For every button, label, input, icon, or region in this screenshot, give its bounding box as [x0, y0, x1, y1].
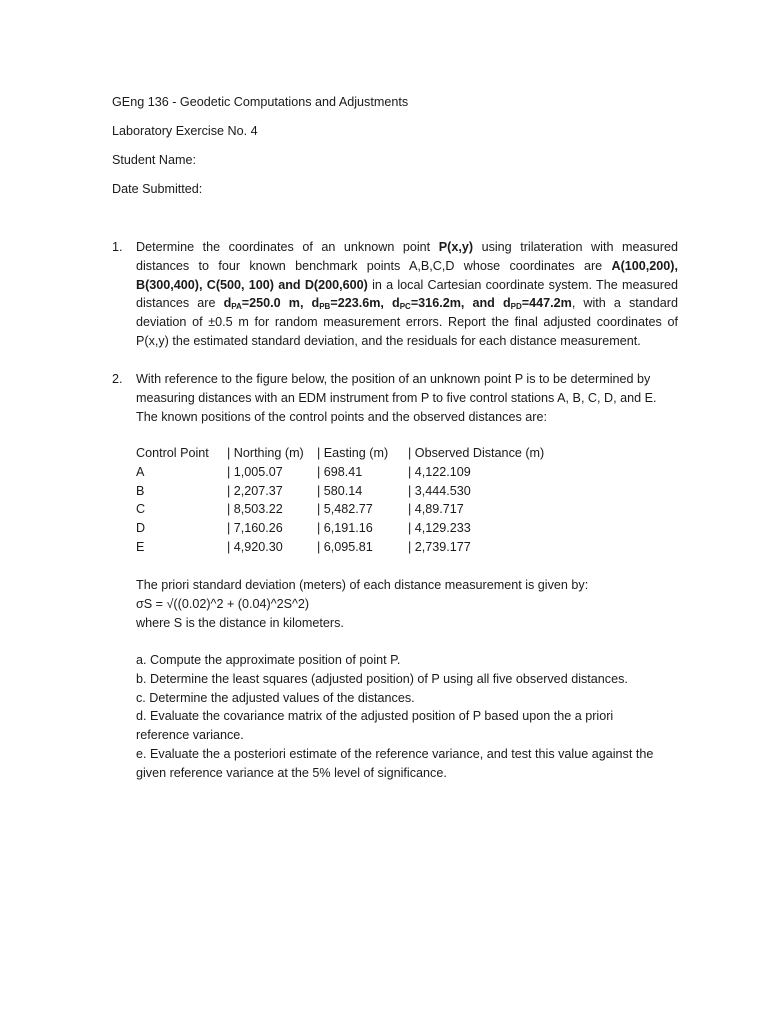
table-cell: | 698.41 [317, 464, 363, 479]
question-1 [112, 238, 678, 351]
table-cell: B [136, 483, 145, 498]
table-cell: D [136, 521, 146, 536]
table-header-cell: Control Point [136, 446, 209, 460]
table-row [136, 519, 656, 538]
question-1-text: Determine the coordinates of an unknown point P(x,y) using trilateration with measured distances to four known benchmark points A,B,C,D whose coordinates are A(100,200), B(300,400), C(500, 100) and D(200,600) in a local Cartesian coordinate system. The measured distances are $d_{PA}=250.0$ m, $d_{PB}=223.6m$, $d_{PC}=316.2m$, and $d_{PD}=447.2m$, with a standard deviation of ±0.5 m for random measurement errors. Report the final adjusted coordinates of P(x,y) the estimated standard deviation, and the residuals for each distance measurement. [136, 240, 678, 348]
question-1-number: 1. [112, 240, 123, 254]
table-cell: | 4,920.30 [227, 539, 283, 554]
table-header-row [136, 444, 656, 463]
table-cell: | 4,122.109 [408, 464, 471, 479]
table-header-cell: | Easting (m) [317, 446, 389, 460]
table-cell: | 3,444.530 [408, 483, 471, 498]
question-2-number: 2. [112, 372, 123, 386]
table-header-cell: | Northing (m) [227, 446, 304, 460]
question-2-intro: With reference to the figure below, the position of an unknown point P is to be determined by measuring distances with an EDM instrument from P to five control stations A, B, C, D, and E. The known positions of the control points and the observed distances are: [136, 372, 657, 424]
list-item: c. Determine the adjusted values of the distances. [136, 690, 415, 705]
table-cell: | 2,207.37 [227, 483, 283, 498]
control-points-table [136, 444, 656, 557]
priori-block [136, 576, 666, 632]
list-item: b. Determine the least squares (adjusted position) of P using all five observed distances. [136, 671, 628, 686]
list-item: a. Compute the approximate position of point P. [136, 653, 401, 667]
date-submitted-label: Date Submitted: [112, 182, 203, 196]
table-cell: | 6,095.81 [317, 539, 373, 554]
table-row [136, 538, 656, 557]
table-cell: C [136, 502, 146, 517]
student-name-label: Student Name: [112, 153, 197, 167]
table-cell: | 4,89.717 [408, 502, 464, 517]
list-item: d. Evaluate the covariance matrix of the adjusted position of P based upon the a priori reference variance. [136, 709, 614, 743]
table-cell: A [136, 464, 145, 479]
table-cell: | 7,160.26 [227, 521, 283, 536]
course-title: GEng 136 - Geodetic Computations and Adjustments [112, 95, 409, 109]
table-cell: | 4,129.233 [408, 521, 471, 536]
subparts-list [136, 651, 666, 783]
table-cell: | 2,739.177 [408, 539, 471, 554]
table-header-cell: | Observed Distance (m) [408, 446, 545, 460]
table-cell: | 580.14 [317, 483, 363, 498]
table-cell: | 8,503.22 [227, 502, 283, 517]
table-cell: | 6,191.16 [317, 521, 373, 536]
table-row [136, 500, 656, 519]
exercise-title: Laboratory Exercise No. 4 [112, 124, 258, 138]
question-2 [112, 370, 678, 426]
table-cell: E [136, 539, 145, 554]
table-cell: | 1,005.07 [227, 464, 283, 479]
table-row [136, 482, 656, 501]
list-item: e. Evaluate the a posteriori estimate of the reference variance, and test this value against the given reference variance at the 5% level of significance. [136, 746, 654, 780]
table-cell: | 5,482.77 [317, 502, 373, 517]
sigma-formula: σS = √((0.02)^2 + (0.04)^2S^2) [136, 596, 310, 611]
table-row [136, 463, 656, 482]
priori-statement: The priori standard deviation (meters) of each distance measurement is given by: [136, 578, 589, 592]
formula-where-note: where S is the distance in kilometers. [136, 615, 344, 630]
